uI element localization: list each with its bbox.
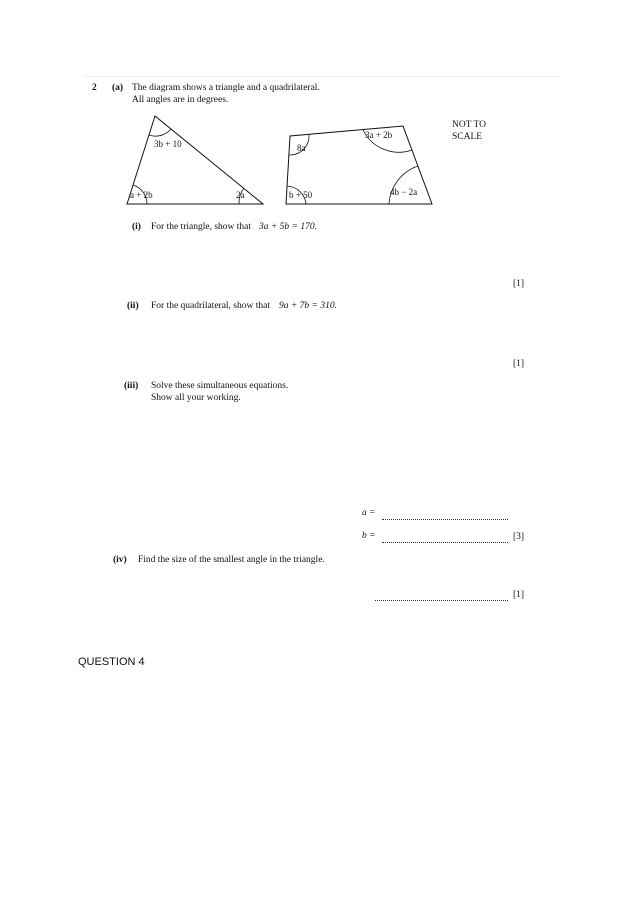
triangle-left-angle-label: a + 2b [130,190,153,200]
part-ii-label: (ii) [127,301,139,311]
quad-top-left-angle-label: 8a [297,143,306,153]
part-iv-label: (iv) [113,555,127,565]
part-i-expression: 3a + 5b = 170. [259,222,317,232]
answer-iv-line[interactable] [375,588,508,606]
quad-bottom-right-angle-label: 4b − 2a [390,187,418,197]
triangle-top-angle-label: 3b + 10 [154,139,182,149]
part-iv-text: Find the size of the smallest angle in the triangle. [138,555,325,565]
quad-top-right-angle-label: 3a + 2b [365,130,393,140]
part-ii-expression: 9a + 7b = 310. [279,301,337,311]
triangle-quadrilateral-diagram [0,0,638,260]
part-iii-text-2: Show all your working. [151,393,241,403]
part-iii-mark: [3] [513,532,525,542]
part-i-mark: [1] [513,279,525,289]
part-a-label: (a) [112,83,124,93]
part-i-label: (i) [132,222,141,232]
answer-a-label: a = [362,508,376,518]
part-i-text: For the triangle, show that [151,222,251,232]
not-to-scale-line-1: NOT TO [452,120,487,130]
not-to-scale-line-2: SCALE [452,132,483,142]
quad-bottom-right-arc [389,166,418,204]
answer-a-line[interactable] [382,507,508,525]
answer-b-label: b = [362,531,376,541]
part-ii-mark: [1] [513,359,525,369]
intro-line-2: All angles are in degrees. [132,95,229,105]
part-iv-mark: [1] [513,590,525,600]
part-iii-label: (iii) [124,381,139,391]
question-number: 2 [92,83,97,93]
quad-bottom-left-angle-label: b + 50 [289,190,313,200]
part-ii-text: For the quadrilateral, show that [151,301,270,311]
part-iii-text: Solve these simultaneous equations. [151,381,289,391]
intro-line-1: The diagram shows a triangle and a quadrilateral. [132,83,320,93]
answer-b-line[interactable] [382,530,508,548]
question-4-heading: QUESTION 4 [78,656,145,668]
triangle-top-arc [149,129,171,136]
triangle-right-angle-label: 2a [236,190,245,200]
